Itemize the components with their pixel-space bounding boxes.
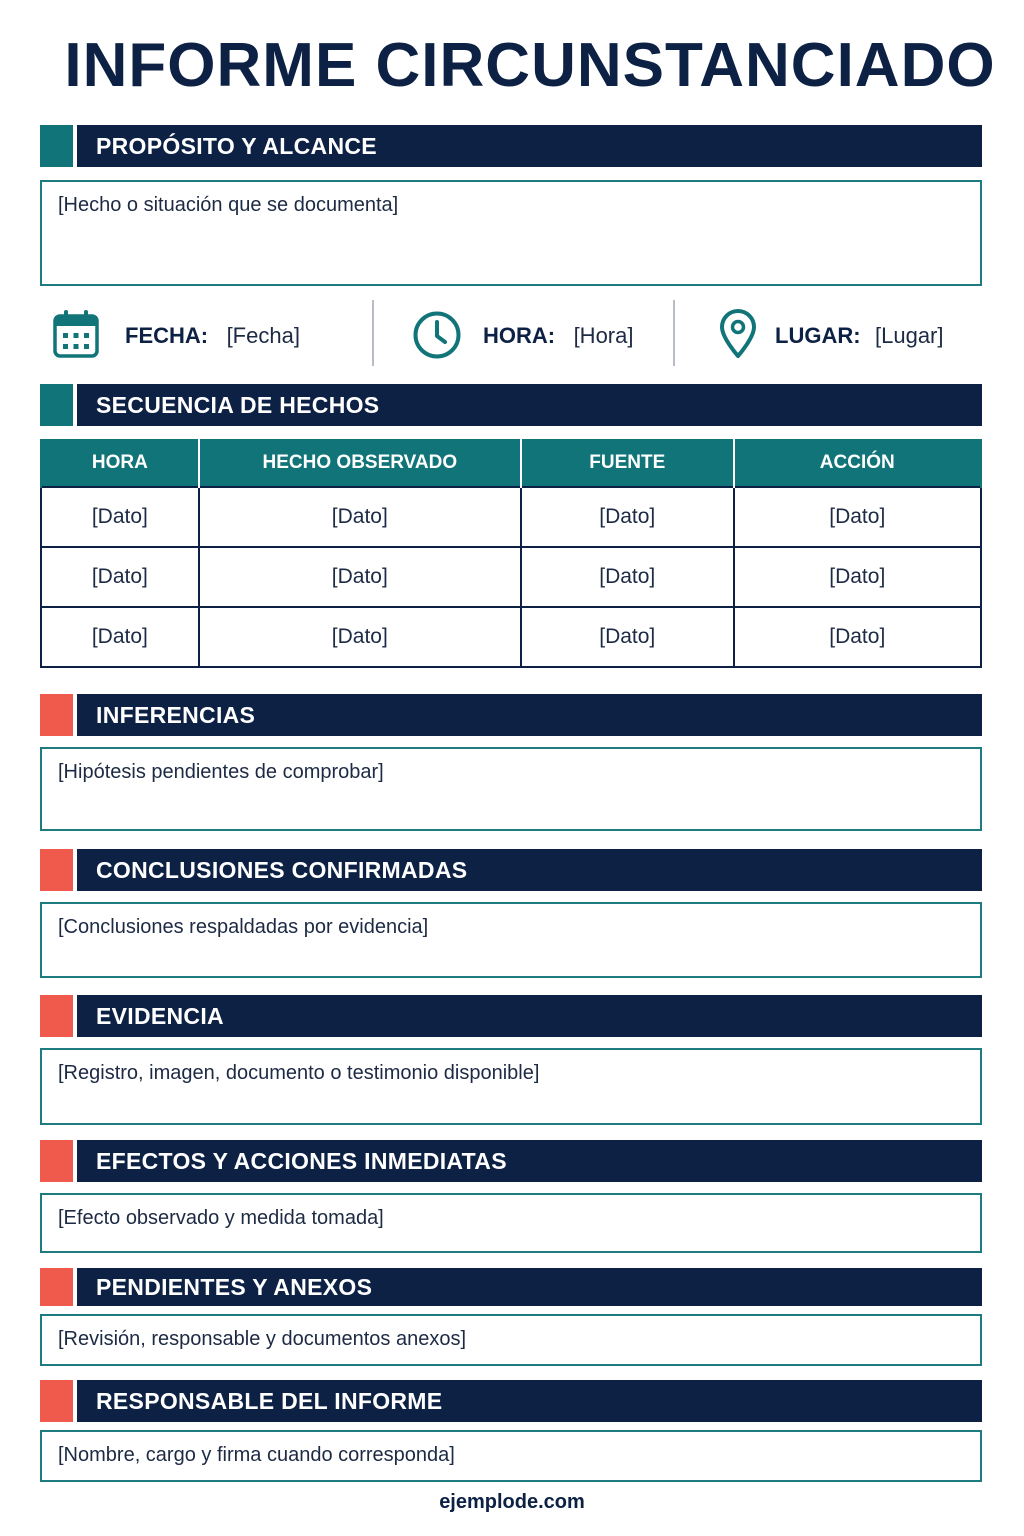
section-heading-conclusiones: CONCLUSIONES CONFIRMADAS: [77, 849, 982, 891]
efectos-field[interactable]: [Efecto observado y medida tomada]: [40, 1193, 982, 1253]
hora-item: [483, 323, 633, 349]
section-accent: [40, 995, 73, 1037]
section-accent: [40, 1140, 73, 1182]
pendientes-field[interactable]: [Revisión, responsable y documentos anexos]: [40, 1314, 982, 1366]
table-row: [41, 607, 981, 667]
section-heading-inferencias: INFERENCIAS: [77, 694, 982, 736]
section-accent: [40, 384, 73, 426]
section-accent: [40, 1380, 73, 1422]
section-accent: [40, 125, 73, 167]
calendar-icon: [52, 309, 100, 364]
hora-value[interactable]: [Hora]: [573, 323, 634, 348]
section-accent: [40, 694, 73, 736]
column-header-hora: HORA: [41, 439, 199, 487]
lugar-label: LUGAR:: [775, 323, 861, 348]
facts-table: [40, 439, 982, 668]
table-cell[interactable]: [Dato]: [521, 547, 734, 607]
inferencias-field[interactable]: [Hipótesis pendientes de comprobar]: [40, 747, 982, 831]
table-cell[interactable]: [Dato]: [41, 607, 199, 667]
clock-icon: [412, 310, 462, 365]
table-row: [41, 547, 981, 607]
section-heading-secuencia: SECUENCIA DE HECHOS: [77, 384, 982, 426]
conclusiones-field[interactable]: [Conclusiones respaldadas por evidencia]: [40, 902, 982, 978]
section-heading-pendientes: PENDIENTES Y ANEXOS: [77, 1268, 982, 1306]
section-heading-efectos: EFECTOS Y ACCIONES INMEDIATAS: [77, 1140, 982, 1182]
fecha-item: [125, 323, 300, 349]
fecha-value[interactable]: [Fecha]: [226, 323, 300, 348]
table-cell[interactable]: [Dato]: [521, 487, 734, 547]
table-cell[interactable]: [Dato]: [199, 547, 521, 607]
table-cell[interactable]: [Dato]: [41, 487, 199, 547]
footer-site: ejemplode.com: [439, 1491, 585, 1513]
column-header-accion: ACCIÓN: [734, 439, 981, 487]
section-heading-proposito: PROPÓSITO Y ALCANCE: [77, 125, 982, 167]
table-cell[interactable]: [Dato]: [734, 487, 981, 547]
fecha-label: FECHA:: [125, 323, 209, 348]
table-cell[interactable]: [Dato]: [199, 607, 521, 667]
page-title: INFORME CIRCUNSTANCIADO: [64, 31, 996, 100]
lugar-item: [775, 323, 944, 349]
table-cell[interactable]: [Dato]: [521, 607, 734, 667]
evidencia-field[interactable]: [Registro, imagen, documento o testimonio disponible]: [40, 1048, 982, 1125]
section-accent: [40, 849, 73, 891]
column-header-hecho: HECHO OBSERVADO: [199, 439, 521, 487]
table-cell[interactable]: [Dato]: [41, 547, 199, 607]
location-pin-icon: [718, 309, 758, 364]
table-header-row: [41, 439, 981, 487]
proposito-field[interactable]: [Hecho o situación que se documenta]: [40, 180, 982, 286]
table-cell[interactable]: [Dato]: [734, 607, 981, 667]
responsable-field[interactable]: [Nombre, cargo y firma cuando corresponda]: [40, 1430, 982, 1482]
divider: [673, 300, 675, 366]
column-header-fuente: FUENTE: [521, 439, 734, 487]
section-heading-responsable: RESPONSABLE DEL INFORME: [77, 1380, 982, 1422]
table-row: [41, 487, 981, 547]
section-accent: [40, 1268, 73, 1306]
divider: [372, 300, 374, 366]
hora-label: HORA:: [483, 323, 556, 348]
table-cell[interactable]: [Dato]: [734, 547, 981, 607]
lugar-value[interactable]: [Lugar]: [875, 323, 944, 348]
table-cell[interactable]: [Dato]: [199, 487, 521, 547]
section-heading-evidencia: EVIDENCIA: [77, 995, 982, 1037]
